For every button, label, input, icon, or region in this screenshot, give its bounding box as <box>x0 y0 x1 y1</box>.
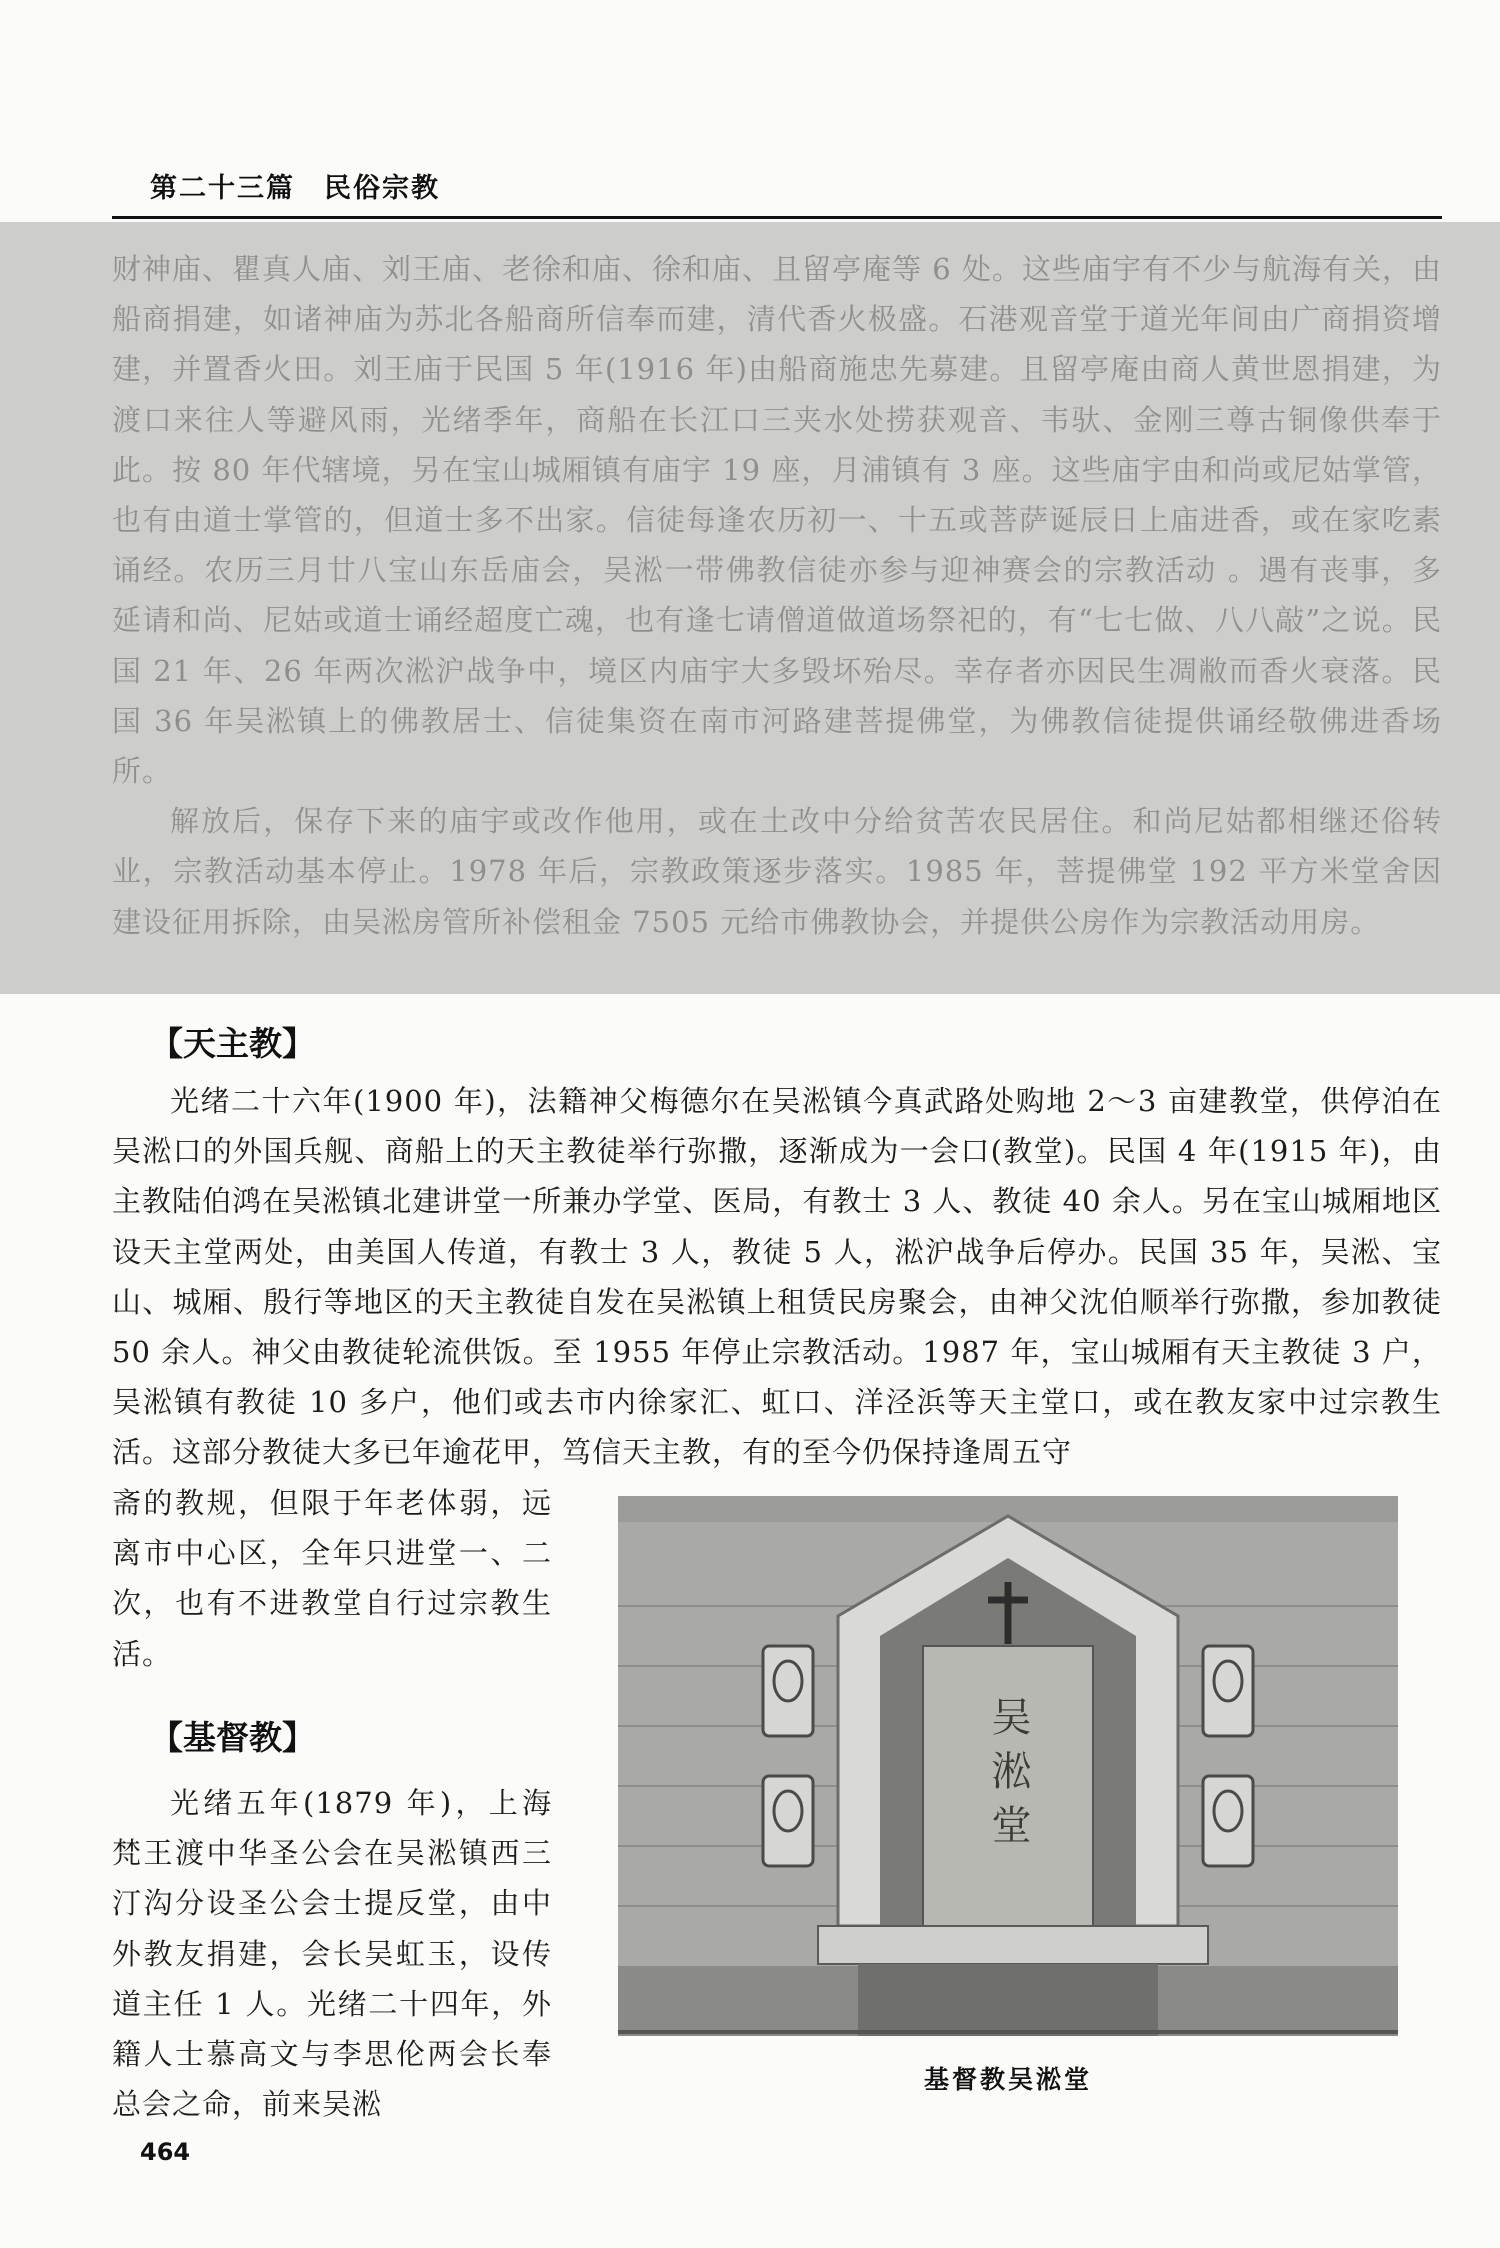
header-rule <box>112 216 1442 219</box>
entrance-canopy <box>818 1926 1208 1964</box>
photo-caption: 基督教吴淞堂 <box>923 2065 1092 2094</box>
buddhism-paragraph-2: 解放后，保存下来的庙宇或改作他用，或在土改中分给贫苦农民居住。和尚尼姑都相继还俗转业，宗教活动基本停止。1978 年后，宗教政策逐步落实。1985 年，菩提佛堂 192 平方米堂舍因建设征用拆除，由吴淞房管所补偿租金 7505 元给市佛教协会，并提供公房作为宗教活动用房。 <box>112 804 1442 939</box>
catholicism-text <box>112 1076 1442 1478</box>
christianity-title: 【基督教】 <box>150 1718 315 1757</box>
catholicism-paragraph-cont: 斋的教规，但限于年老体弱，远离市中心区，全年只进堂一、二次，也有不进教堂自行过宗教生活。 <box>112 1486 552 1671</box>
buddhism-paragraph-1: 财神庙、瞿真人庙、刘王庙、老徐和庙、徐和庙、且留亭庵等 6 处。这些庙宇有不少与航海有关，由船商捐建，如诸神庙为苏北各船商所信奉而建，清代香火极盛。石港观音堂于道光年间由广商捐资增建，并置香火田。刘王庙于民国 5 年(1916 年)由船商施忠先募建。且留亭庵由商人黄世恩捐建，为渡口来往人等避风雨，光绪季年，商船在长江口三夹水处捞获观音、韦驮、金刚三尊古铜像供奉于此。按 80 年代辖境，另在宝山城厢镇有庙宇 19 座，月浦镇有 3 座。这些庙宇由和尚或尼姑掌管，也有由道士掌管的，但道士多不出家。信徒每逢农历初一、十五或菩萨诞辰日上庙进香，或在家吃素诵经。农历三月廿八宝山东岳庙会，吴淞一带佛教信徒亦参与迎神赛会的宗教活动 。遇有丧事，多延请和尚、尼姑或道士诵经超度亡魂，也有逢七请僧道做道场祭祀的，有“七七做、八八敲”之说。民国 21 年、26 年两次淞沪战争中，境区内庙宇大多毁坏殆尽。幸存者亦因民生凋敝而香火衰落。民国 36 年吴淞镇上的佛教居士、信徒集资在南市河路建菩提佛堂，为佛教信徒提供诵经敬佛进香场所。 <box>112 252 1442 789</box>
catholicism-title: 【天主教】 <box>150 1024 315 1063</box>
catholicism-paragraph: 光绪二十六年(1900 年)，法籍神父梅德尔在吴淞镇今真武路处购地 2～3 亩建教堂，供停泊在吴淞口的外国兵舰、商船上的天主教徒举行弥撒，逐渐成为一会口(教堂)。民国 4 年(1915 年)，由主教陆伯鸿在吴淞镇北建讲堂一所兼办学堂、医局，有教士 3 人、教徒 40 余人。另在宝山城厢地区设天主堂两处，由美国人传道，有教士 3 人，教徒 5 人，淞沪战争后停办。民国 35 年，吴淞、宝山、城厢、殷行等地区的天主教徒自发在吴淞镇上租赁民房聚会，由神父沈伯顺举行弥撒，参加教徒 50 余人。神父由教徒轮流供饭。至 1955 年停止宗教活动。1987 年，宝山城厢有天主教徒 3 户，吴淞镇有教徒 10 多户，他们或去市内徐家汇、虹口、洋泾浜等天主堂口，或在教友家中过宗教生活。这部分教徒大多已年逾花甲，笃信天主教，有的至今仍保持逢周五守 <box>112 1084 1442 1470</box>
church-photo <box>618 1496 1398 2036</box>
christianity-text <box>112 1778 552 2129</box>
buddhism-text <box>112 244 1442 947</box>
catholicism-text-continued <box>112 1478 552 1679</box>
christianity-paragraph: 光绪五年(1879 年)，上海梵王渡中华圣公会在吴淞镇西三汀沟分设圣公会士提反堂，由中外教友捐建，会长吴虹玉，设传道主任 1 人。光绪二十四年，外籍人士慕高文与李思伦两会长奉总会之命，前来吴淞 <box>112 1786 552 2122</box>
chapter-header: 第二十三篇 民俗宗教 <box>150 173 440 204</box>
page-number: 464 <box>140 2138 191 2166</box>
church-sign-text: 吴淞堂 <box>985 1696 1031 1858</box>
